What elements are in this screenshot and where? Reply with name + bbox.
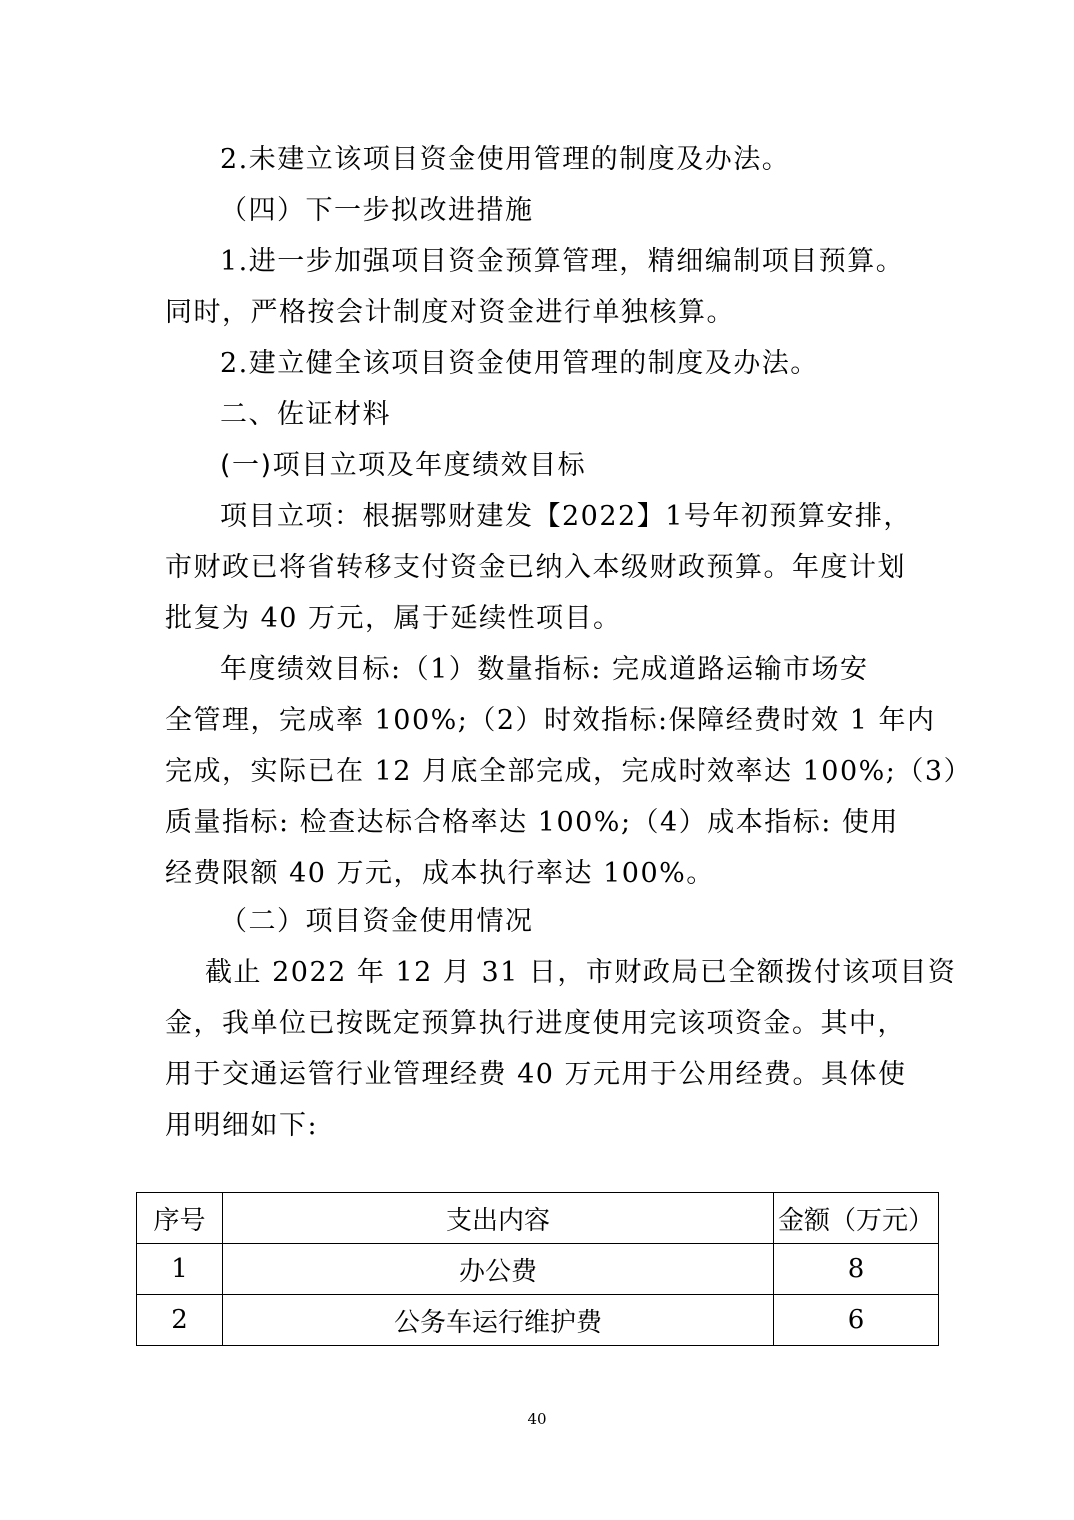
page-number: 40 xyxy=(527,1410,547,1428)
paragraph-line: 项目立项：根据鄂财建发【2022】1号年初预算安排， xyxy=(220,501,912,532)
paragraph-line: 1.进一步加强项目资金预算管理，精细编制项目预算。 xyxy=(220,246,905,277)
paragraph-line: 经费限额 40 万元，成本执行率达 100%。 xyxy=(165,858,715,889)
header-index: 序号 xyxy=(137,1193,223,1244)
paragraph-line: 2.未建立该项目资金使用管理的制度及办法。 xyxy=(220,144,791,175)
section-heading: （四）下一步拟改进措施 xyxy=(220,195,534,226)
section-heading: （二）项目资金使用情况 xyxy=(220,906,534,937)
paragraph-line: 批复为 40 万元，属于延续性项目。 xyxy=(165,603,622,634)
row-content: 公务车运行维护费 xyxy=(223,1295,774,1346)
paragraph-line: 完成，实际已在 12 月底全部完成，完成时效率达 100%;（3） xyxy=(165,756,973,787)
paragraph-line: 截止 2022 年 12 月 31 日，市财政局已全额拨付该项目资 xyxy=(205,957,957,988)
table-row xyxy=(137,1244,939,1295)
chapter-heading: 二、佐证材料 xyxy=(220,399,391,430)
paragraph-line: 2.建立健全该项目资金使用管理的制度及办法。 xyxy=(220,348,819,379)
expense-table xyxy=(136,1192,939,1346)
paragraph-line: 质量指标: 检查达标合格率达 100%;（4）成本指标: 使用 xyxy=(165,807,899,838)
header-amount: 金额（万元） xyxy=(774,1193,939,1244)
paragraph-line: 同时，严格按会计制度对资金进行单独核算。 xyxy=(165,297,735,328)
paragraph-line: 用于交通运管行业管理经费 40 万元用于公用经费。具体使 xyxy=(165,1059,907,1090)
table-header-row xyxy=(137,1193,939,1244)
paragraph-line: 用明细如下: xyxy=(165,1110,319,1141)
row-index: 1 xyxy=(137,1244,223,1295)
section-heading: (一)项目立项及年度绩效目标 xyxy=(220,450,587,481)
row-content: 办公费 xyxy=(223,1244,774,1295)
row-amount: 6 xyxy=(774,1295,939,1346)
row-amount: 8 xyxy=(774,1244,939,1295)
paragraph-line: 市财政已将省转移支付资金已纳入本级财政预算。年度计划 xyxy=(165,552,906,583)
row-index: 2 xyxy=(137,1295,223,1346)
table-row xyxy=(137,1295,939,1346)
paragraph-line: 年度绩效目标:（1）数量指标: 完成道路运输市场安 xyxy=(220,654,869,685)
header-content: 支出内容 xyxy=(223,1193,774,1244)
paragraph-line: 金，我单位已按既定预算执行进度使用完该项资金。其中， xyxy=(165,1008,906,1039)
paragraph-line: 全管理，完成率 100%;（2）时效指标:保障经费时效 1 年内 xyxy=(165,705,936,736)
